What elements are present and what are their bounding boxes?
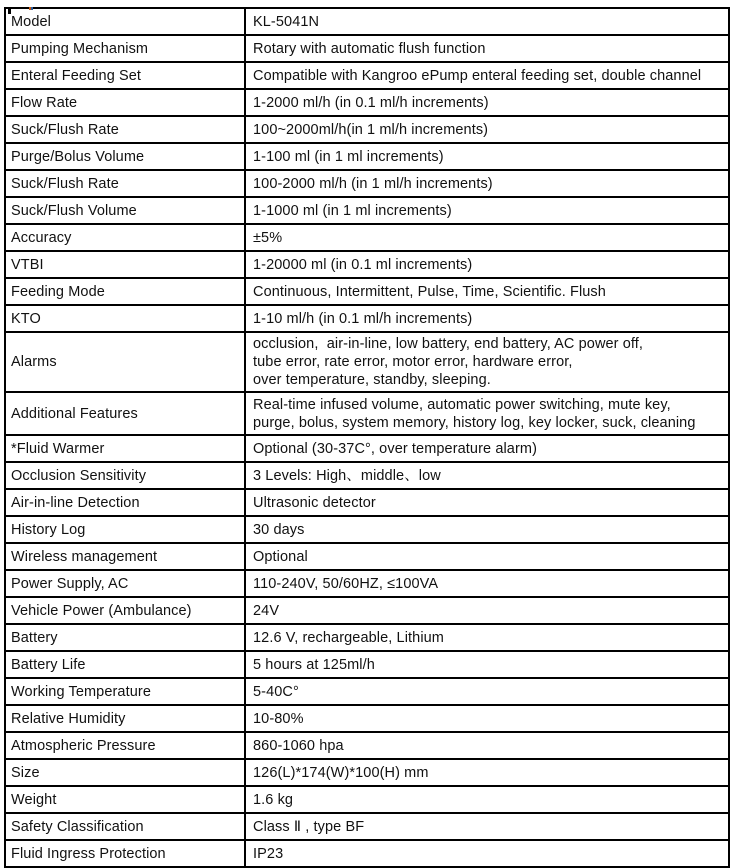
spec-value-line: tube error, rate error, motor error, hardware error, xyxy=(253,354,573,370)
table-row xyxy=(5,116,729,143)
table-row xyxy=(5,678,729,705)
spec-value-cell xyxy=(245,543,729,570)
spec-label-cell: Feeding Mode xyxy=(5,278,245,305)
spec-label-cell: Occlusion Sensitivity xyxy=(5,462,245,489)
spec-value-cell xyxy=(245,840,729,867)
spec-value-line: IP23 xyxy=(253,845,284,862)
table-row xyxy=(5,251,729,278)
table-row xyxy=(5,624,729,651)
spec-value-line: 5-40C° xyxy=(253,683,299,700)
spec-value-cell xyxy=(245,678,729,705)
spec-label-cell: Additional Features xyxy=(5,392,245,435)
spec-value-cell xyxy=(245,116,729,143)
spec-value-line: 110-240V, 50/60HZ, ≤100VA xyxy=(253,575,439,592)
spec-label-cell: Purge/Bolus Volume xyxy=(5,143,245,170)
spec-label-cell: Vehicle Power (Ambulance) xyxy=(5,597,245,624)
spec-value-line: 100~2000ml/h(in 1 ml/h increments) xyxy=(253,121,489,138)
spec-label-cell: Model xyxy=(5,8,245,35)
spec-value-line: 1-1000 ml (in 1 ml increments) xyxy=(253,202,452,219)
spec-value-line: 30 days xyxy=(253,521,305,538)
spec-value-line: 126(L)*174(W)*100(H) mm xyxy=(253,764,429,781)
spec-value-line: 3 Levels: High、middle、low xyxy=(253,467,441,484)
table-row xyxy=(5,392,729,435)
spec-value-cell xyxy=(245,8,729,35)
spec-value-cell xyxy=(245,143,729,170)
spec-value-line: 10-80% xyxy=(253,710,304,727)
spec-label-cell: Suck/Flush Volume xyxy=(5,197,245,224)
spec-value-cell xyxy=(245,435,729,462)
table-row xyxy=(5,462,729,489)
spec-value-line: Optional xyxy=(253,548,308,565)
spec-value-cell xyxy=(245,170,729,197)
table-row xyxy=(5,62,729,89)
spec-value-line: KL-5041N xyxy=(253,13,320,30)
spec-label-cell: Flow Rate xyxy=(5,89,245,116)
spec-label-cell: *Fluid Warmer xyxy=(5,435,245,462)
spec-label-cell: Enteral Feeding Set xyxy=(5,62,245,89)
spec-label-cell: Weight xyxy=(5,786,245,813)
spec-value-line: 1-10 ml/h (in 0.1 ml/h increments) xyxy=(253,310,473,327)
spec-value-line: ±5% xyxy=(253,229,283,246)
spec-value-line: Compatible with Kangroo ePump enteral feeding set, double channel xyxy=(253,67,702,84)
spec-label-cell: Battery xyxy=(5,624,245,651)
table-row xyxy=(5,840,729,867)
spec-label-cell: Atmospheric Pressure xyxy=(5,732,245,759)
spec-value-cell xyxy=(245,624,729,651)
spec-value-line: Class Ⅱ , type BF xyxy=(253,818,365,835)
spec-value-line: 1-20000 ml (in 0.1 ml increments) xyxy=(253,256,473,273)
table-row xyxy=(5,89,729,116)
spec-label-cell: Pumping Mechanism xyxy=(5,35,245,62)
table-row xyxy=(5,143,729,170)
table-row xyxy=(5,705,729,732)
spec-value-cell xyxy=(245,197,729,224)
table-row xyxy=(5,489,729,516)
spec-label-cell: Fluid Ingress Protection xyxy=(5,840,245,867)
spec-label-cell: Power Supply, AC xyxy=(5,570,245,597)
table-row xyxy=(5,597,729,624)
spec-value-cell xyxy=(245,651,729,678)
spec-value-line: Ultrasonic detector xyxy=(253,494,376,511)
spec-label-cell: Battery Life xyxy=(5,651,245,678)
table-row xyxy=(5,651,729,678)
spec-value-cell xyxy=(245,813,729,840)
table-row xyxy=(5,305,729,332)
spec-label-cell: KTO xyxy=(5,305,245,332)
cropped-title-fragment xyxy=(8,7,11,14)
spec-label-cell: Air-in-line Detection xyxy=(5,489,245,516)
spec-label-cell: Relative Humidity xyxy=(5,705,245,732)
spec-label-cell: History Log xyxy=(5,516,245,543)
spec-value-line: over temperature, standby, sleeping. xyxy=(253,372,491,388)
table-row xyxy=(5,543,729,570)
spec-value-cell xyxy=(245,251,729,278)
spec-label-cell: Suck/Flush Rate xyxy=(5,170,245,197)
spec-value-cell xyxy=(245,278,729,305)
spec-value-line: Rotary with automatic flush function xyxy=(253,40,486,57)
spec-value-line: 1-2000 ml/h (in 0.1 ml/h increments) xyxy=(253,94,489,111)
spec-value-cell xyxy=(245,516,729,543)
spec-value-cell xyxy=(245,489,729,516)
spec-label-cell: Suck/Flush Rate xyxy=(5,116,245,143)
table-row xyxy=(5,786,729,813)
spec-label-cell: Safety Classification xyxy=(5,813,245,840)
spec-value-line: purge, bolus, system memory, history log, key locker, suck, cleaning xyxy=(253,414,696,431)
table-row xyxy=(5,170,729,197)
cropped-title-fragment xyxy=(29,7,33,10)
spec-label-cell: Wireless management xyxy=(5,543,245,570)
spec-value-line: 860-1060 hpa xyxy=(253,737,344,754)
spec-value-line: 100-2000 ml/h (in 1 ml/h increments) xyxy=(253,175,493,192)
spec-label-cell: VTBI xyxy=(5,251,245,278)
table-row xyxy=(5,35,729,62)
spec-value-line: 1.6 kg xyxy=(253,791,294,808)
table-row xyxy=(5,224,729,251)
spec-value-line: Optional (30-37C°, over temperature alarm) xyxy=(253,440,538,457)
table-row xyxy=(5,516,729,543)
specification-table-body xyxy=(5,8,729,867)
spec-value-cell xyxy=(245,570,729,597)
spec-value-line: 24V xyxy=(253,602,280,619)
spec-value-cell xyxy=(245,759,729,786)
spec-value-cell xyxy=(245,305,729,332)
spec-value-cell xyxy=(245,89,729,116)
spec-value-line: 1-100 ml (in 1 ml increments) xyxy=(253,148,444,165)
specification-table xyxy=(4,7,730,868)
table-row xyxy=(5,278,729,305)
table-row xyxy=(5,813,729,840)
spec-value-cell xyxy=(245,392,729,435)
spec-label-cell: Accuracy xyxy=(5,224,245,251)
table-row xyxy=(5,435,729,462)
spec-value-cell xyxy=(245,705,729,732)
spec-value-cell xyxy=(245,332,729,392)
spec-value-line: occlusion, air-in-line, low battery, end battery, AC power off, xyxy=(253,336,644,352)
table-row xyxy=(5,732,729,759)
table-row xyxy=(5,8,729,35)
spec-value-line: Continuous, Intermittent, Pulse, Time, Scientific. Flush xyxy=(253,283,606,300)
spec-label-cell: Working Temperature xyxy=(5,678,245,705)
spec-value-line: Real-time infused volume, automatic power switching, mute key, xyxy=(253,396,671,413)
spec-value-cell xyxy=(245,786,729,813)
spec-value-cell xyxy=(245,732,729,759)
spec-value-cell xyxy=(245,462,729,489)
table-row xyxy=(5,759,729,786)
table-row xyxy=(5,332,729,392)
spec-value-cell xyxy=(245,597,729,624)
spec-value-cell xyxy=(245,35,729,62)
spec-value-cell xyxy=(245,62,729,89)
spec-label-cell: Alarms xyxy=(5,332,245,392)
table-row xyxy=(5,570,729,597)
spec-value-line: 12.6 V, rechargeable, Lithium xyxy=(253,629,444,646)
spec-value-cell xyxy=(245,224,729,251)
spec-label-cell: Size xyxy=(5,759,245,786)
spec-value-line: 5 hours at 125ml/h xyxy=(253,656,375,673)
table-row xyxy=(5,197,729,224)
